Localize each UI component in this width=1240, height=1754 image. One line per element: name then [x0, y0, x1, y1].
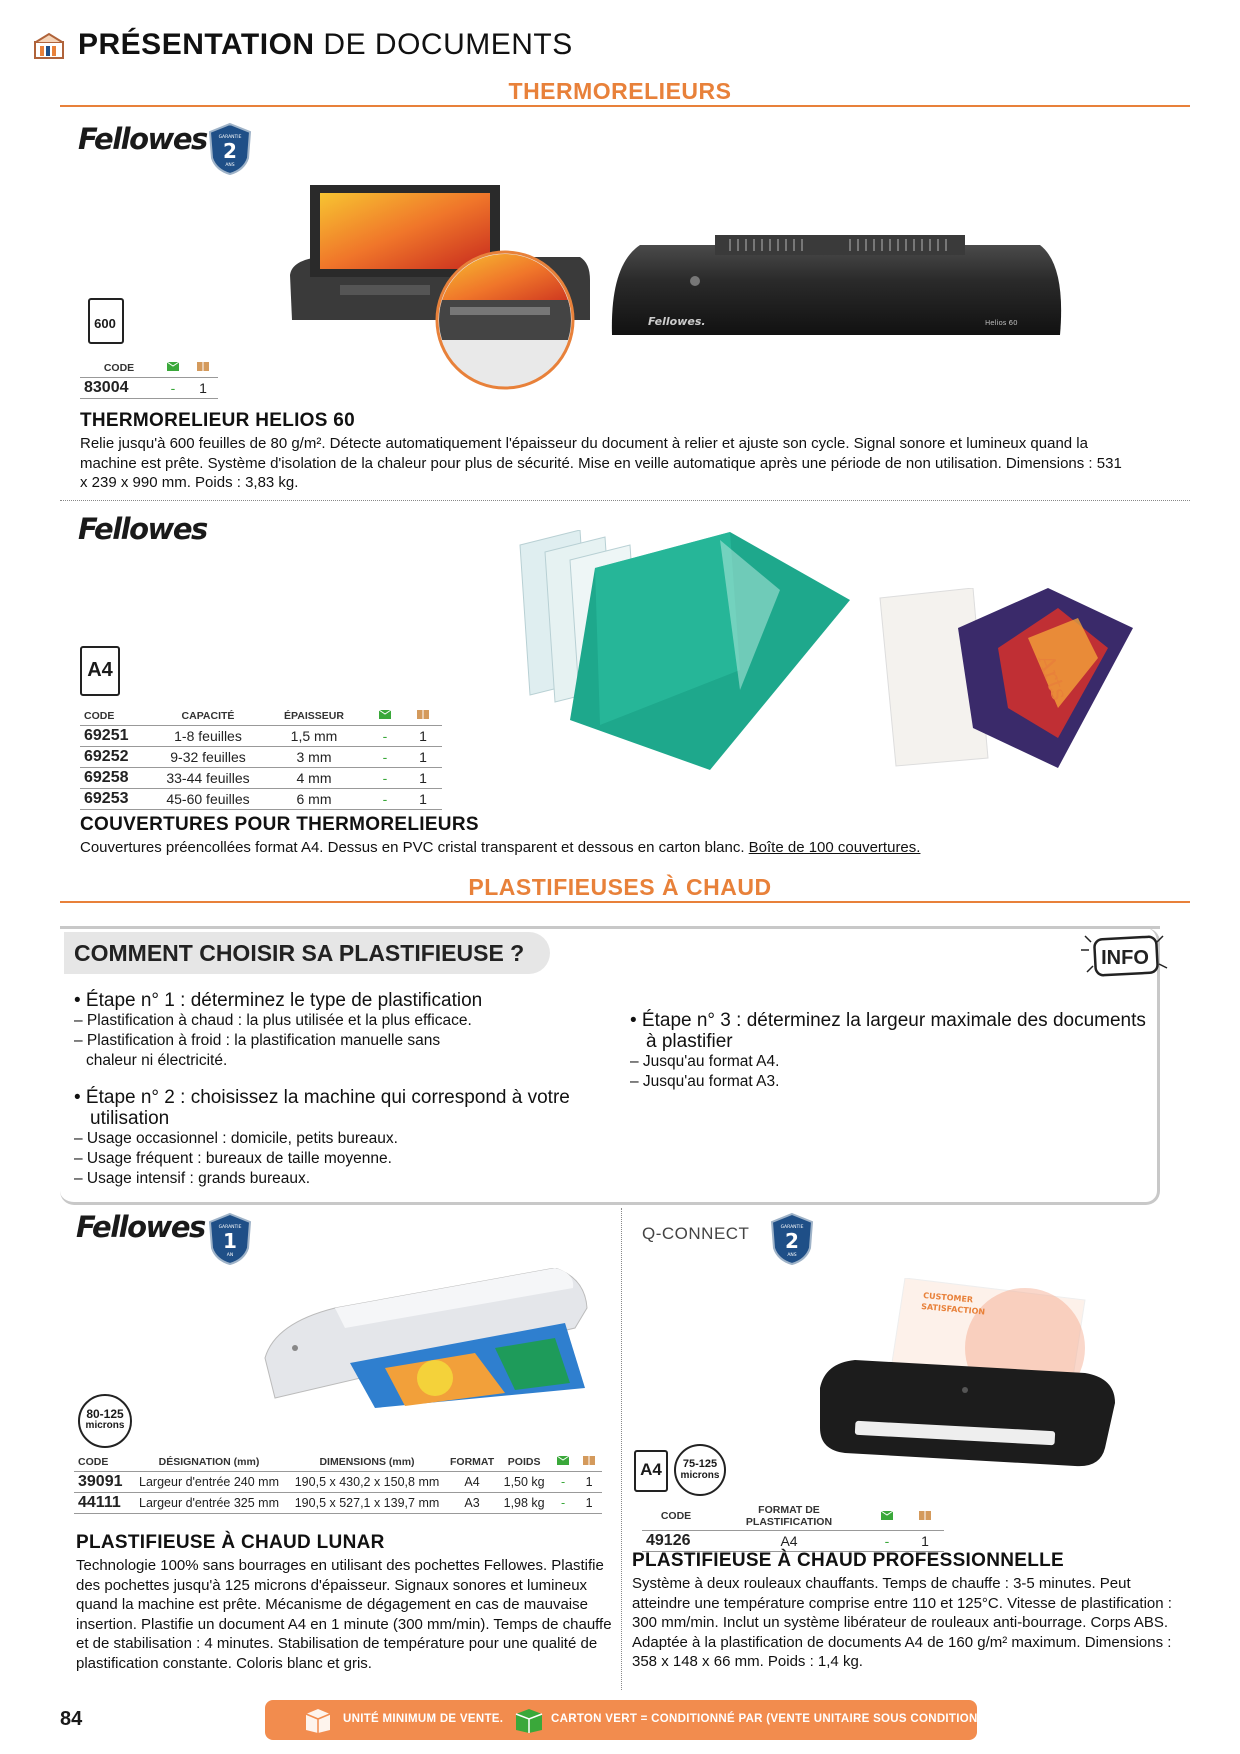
cell-unit: 1: [188, 378, 218, 399]
col-code: CODE: [80, 706, 154, 726]
step-2-item: – Usage intensif : grands bureaux.: [74, 1170, 311, 1187]
cell-green: -: [366, 747, 404, 768]
info-badge-icon: [1075, 928, 1175, 984]
column-divider: [621, 1208, 622, 1690]
step-3-item: – Jusqu'au format A3.: [630, 1073, 780, 1090]
cell-epaisseur: 1,5 mm: [262, 726, 366, 747]
col-code: CODE: [642, 1502, 710, 1531]
lunar-laminator-image: [255, 1268, 590, 1408]
pro-laminator-image: [815, 1278, 1125, 1473]
col-code: CODE: [80, 358, 158, 378]
page-number: 84: [60, 1708, 83, 1730]
helios-binder-large-image: [610, 225, 1066, 343]
helios-binder-image: [280, 185, 600, 390]
step-1-item: – Plastification à froid : la plastification manuelle sans: [74, 1032, 441, 1049]
green-carton-icon: [378, 708, 392, 720]
table-row: [80, 378, 218, 399]
cell-designation: Largeur d'entrée 325 mm: [130, 1493, 288, 1514]
qconnect-text: Q-CONNECT: [642, 1224, 750, 1243]
paper-text-2: SATISFACTION: [920, 1302, 986, 1317]
step-3-cont: à plastifier: [646, 1031, 733, 1052]
cell-unit: 1: [576, 1472, 602, 1493]
col-format: FORMAT DE PLASTIFICATION: [710, 1502, 868, 1531]
covers-arts-image: [878, 588, 1134, 770]
info-col-left: [74, 990, 634, 1189]
section-rule: [60, 105, 1190, 107]
info-col-right: [630, 1010, 1150, 1092]
step-3-item: – Jusqu'au format A4.: [630, 1053, 780, 1070]
guarantee-top: GARANTIE: [780, 1225, 804, 1230]
col-green-carton: [868, 1502, 906, 1531]
legend-bar: [265, 1700, 986, 1740]
table-row: [642, 1531, 944, 1552]
info-badge-text: INFO: [1101, 947, 1149, 969]
product-description: [80, 838, 1130, 858]
col-poids: POIDS: [498, 1452, 550, 1472]
step-3: • Étape n° 3 : déterminez la largeur maximale des documents: [630, 1010, 1146, 1031]
section-title-thermorelieurs: THERMORELIEURS: [508, 78, 732, 104]
table-header: [642, 1502, 944, 1531]
p1-table: [80, 358, 218, 399]
legend-carton-text: CARTON VERT = CONDITIONNÉ PAR (VENTE UNITAIRE SOUS CONDITION).: [551, 1713, 986, 1725]
box-icon: [196, 360, 210, 372]
green-carton-icon: [513, 1706, 545, 1734]
header-icon: [34, 32, 64, 60]
product-title: PLASTIFIEUSE À CHAUD LUNAR: [76, 1532, 385, 1553]
box-icon: [918, 1509, 932, 1521]
page-title: [78, 28, 573, 62]
cell-green: -: [550, 1472, 576, 1493]
cell-epaisseur: 3 mm: [262, 747, 366, 768]
cell-unit: 1: [404, 747, 442, 768]
cell-unit: 1: [576, 1493, 602, 1514]
col-unit: [906, 1502, 944, 1531]
covers-image: [480, 530, 860, 775]
product-title: THERMORELIEUR HELIOS 60: [80, 410, 356, 431]
cell-poids: 1,50 kg: [498, 1472, 550, 1493]
cell-code: 83004: [80, 378, 158, 399]
microns-badge: [78, 1394, 132, 1448]
guarantee-unit: ANS: [787, 1253, 797, 1258]
col-epaisseur: ÉPAISSEUR: [262, 706, 366, 726]
brand-logo-fellowes: Fellowes: [78, 122, 207, 156]
guarantee-num: 2: [223, 139, 237, 163]
cell-green: -: [366, 768, 404, 789]
brand-logo-fellowes: Fellowes: [76, 1210, 205, 1244]
col-green-carton: [550, 1452, 576, 1472]
cell-epaisseur: 4 mm: [262, 768, 366, 789]
cell-green: -: [366, 789, 404, 810]
desc-text: Couvertures préencollées format A4. Dessus en PVC cristal transparent et dessous en carton blanc.: [80, 839, 749, 856]
section-rule: [60, 901, 1190, 903]
cell-poids: 1,98 kg: [498, 1493, 550, 1514]
cell-code: 69251: [80, 726, 154, 747]
green-carton-icon: [166, 360, 180, 372]
legend-unit-text: UNITÉ MINIMUM DE VENTE.: [343, 1713, 504, 1725]
table-row: [80, 726, 442, 747]
cell-code: 69258: [80, 768, 154, 789]
green-carton-icon: [880, 1509, 894, 1521]
cell-code: 44111: [74, 1493, 130, 1514]
cell-epaisseur: 6 mm: [262, 789, 366, 810]
p4-table: [642, 1502, 944, 1552]
cell-green: -: [366, 726, 404, 747]
guarantee-num: 2: [785, 1229, 799, 1253]
desc-underlined: Boîte de 100 couvertures.: [748, 839, 921, 856]
cell-code: 69252: [80, 747, 154, 768]
step-2: • Étape n° 2 : choisissez la machine qui correspond à votre: [74, 1087, 570, 1108]
col-code: CODE: [74, 1452, 130, 1472]
guarantee-unit: ANS: [225, 163, 235, 168]
cell-unit: 1: [404, 768, 442, 789]
box-icon: [582, 1454, 596, 1466]
cell-green: -: [868, 1531, 906, 1552]
table-header: [74, 1452, 602, 1472]
guarantee-shield-icon: [770, 1212, 814, 1266]
table-header: [80, 706, 442, 726]
col-unit: [404, 706, 442, 726]
cell-capacite: 33-44 feuilles: [154, 768, 262, 789]
table-row: [80, 789, 442, 810]
cell-unit: 1: [906, 1531, 944, 1552]
step-1: • Étape n° 1 : déterminez le type de plastification: [74, 990, 483, 1011]
col-format: FORMAT: [446, 1452, 498, 1472]
cell-green: -: [158, 378, 188, 399]
section-title-plastifieuses: PLASTIFIEUSES À CHAUD: [468, 874, 772, 900]
table-row: [80, 747, 442, 768]
col-capacite: CAPACITÉ: [154, 706, 262, 726]
brand-logo-fellowes: Fellowes: [78, 512, 207, 546]
cell-dimensions: 190,5 x 527,1 x 139,7 mm: [288, 1493, 446, 1514]
microns-badge: [674, 1444, 726, 1496]
table-row: [80, 768, 442, 789]
sheets-badge-value: 600: [94, 316, 116, 331]
table-header: [80, 358, 218, 378]
step-1-item: – Plastification à chaud : la plus utilisée et la plus efficace.: [74, 1012, 472, 1029]
product-description: Système à deux rouleaux chauffants. Temps de chauffe : 3-5 minutes. Peut atteindre une température comprise entre 110 et 125°C. Vitesse de plastification : 300 mm/min. Inclut un système libérateur de rouleaux anti-bourrage. Corps ABS. Adaptée à la plastification de documents A4 de 160 g/m² maximum. Dimensions : 358 x 148 x 66 mm. Poids : 1,4 kg.: [632, 1575, 1172, 1670]
guarantee-shield-icon: [208, 122, 252, 176]
paper-text-1: CUSTOMER: [922, 1291, 974, 1305]
cell-capacite: 9-32 feuilles: [154, 747, 262, 768]
cell-code: 49126: [642, 1531, 710, 1552]
product-title: COUVERTURES POUR THERMORELIEURS: [80, 814, 479, 835]
col-unit: [188, 358, 218, 378]
col-designation: DÉSIGNATION (mm): [130, 1452, 288, 1472]
format-badge: [80, 646, 120, 696]
cell-format: A4: [710, 1531, 868, 1552]
table-row: [74, 1472, 602, 1493]
cover-art-text: Arts: [1032, 651, 1072, 704]
product-description: Relie jusqu'à 600 feuilles de 80 g/m². Détecte automatiquement l'épaisseur du document à relier et ajuste son cycle. Signal sonore et lumineux quand la machine est prête. Système d'isolation de la chaleur pour plus de sécurité. Mise en veille automatique après une période de non utilisation. Dimensions : 531 x 239 x 990 mm. Poids : 3,83 kg.: [80, 435, 1122, 491]
microns-value: 80-125: [86, 1407, 124, 1421]
page-title-bold: PRÉSENTATION: [78, 28, 315, 61]
box-icon: [303, 1706, 333, 1734]
step-1-item: chaleur ni électricité.: [86, 1052, 228, 1069]
p2-table: [80, 706, 442, 810]
product-description: Technologie 100% sans bourrages en utilisant des pochettes Fellowes. Plastifie des pochettes jusqu'à 125 microns d'épaisseur. Signaux sonores et lumineux quand la machine est prête. Mécanisme de dégagement en cas de mauvaise insertion. Plastifie un document A4 en 1 minute (300 mm/min). Temps de chauffe et de stabilisation : 4 minutes. Stabilisation de température pour une qualité de plastification constante. Coloris blanc et gris.: [76, 1557, 612, 1672]
col-green-carton: [366, 706, 404, 726]
format-badge-value: A4: [640, 1460, 662, 1479]
sheets-badge: [88, 298, 124, 344]
p3-table: [74, 1452, 602, 1514]
cell-format: A4: [446, 1472, 498, 1493]
page-title-light: DE DOCUMENTS: [323, 28, 573, 61]
microns-value: 75-125: [682, 1458, 718, 1470]
col-dimensions: DIMENSIONS (mm): [288, 1452, 446, 1472]
helios-model-text: Helios 60: [985, 319, 1018, 327]
col-green-carton: [158, 358, 188, 378]
divider: [60, 500, 1190, 501]
step-2-item: – Usage occasionnel : domicile, petits bureaux.: [74, 1130, 398, 1147]
step-2-cont: utilisation: [90, 1108, 170, 1129]
step-2-item: – Usage fréquent : bureaux de taille moyenne.: [74, 1150, 392, 1167]
box-icon: [416, 708, 430, 720]
info-box-topline: [60, 926, 1160, 929]
guarantee-top: GARANTIE: [218, 135, 242, 140]
cell-format: A3: [446, 1493, 498, 1514]
cell-capacite: 45-60 feuilles: [154, 789, 262, 810]
brand-logo-qconnect: [642, 1224, 749, 1244]
col-unit: [576, 1452, 602, 1472]
table-row: [74, 1493, 602, 1514]
cell-green: -: [550, 1493, 576, 1514]
cell-code: 39091: [74, 1472, 130, 1493]
format-badge: [634, 1450, 668, 1492]
cell-unit: 1: [404, 726, 442, 747]
cell-designation: Largeur d'entrée 240 mm: [130, 1472, 288, 1493]
green-carton-icon: [556, 1454, 570, 1466]
microns-unit: microns: [680, 1470, 720, 1481]
product-title: PLASTIFIEUSE À CHAUD PROFESSIONNELLE: [632, 1550, 1065, 1571]
cell-dimensions: 190,5 x 430,2 x 150,8 mm: [288, 1472, 446, 1493]
guarantee-top: GARANTIE: [218, 1225, 242, 1230]
cell-code: 69253: [80, 789, 154, 810]
cell-capacite: 1-8 feuilles: [154, 726, 262, 747]
guarantee-shield-icon: [208, 1212, 252, 1266]
microns-unit: microns: [85, 1420, 125, 1431]
guarantee-num: 1: [223, 1229, 237, 1253]
format-badge-value: A4: [87, 659, 113, 681]
cell-unit: 1: [404, 789, 442, 810]
guarantee-unit: AN: [226, 1253, 234, 1258]
books-icon: [34, 32, 64, 60]
helios-logo-text: Fellowes.: [648, 315, 706, 328]
info-heading: COMMENT CHOISIR SA PLASTIFIEUSE ?: [74, 940, 525, 966]
